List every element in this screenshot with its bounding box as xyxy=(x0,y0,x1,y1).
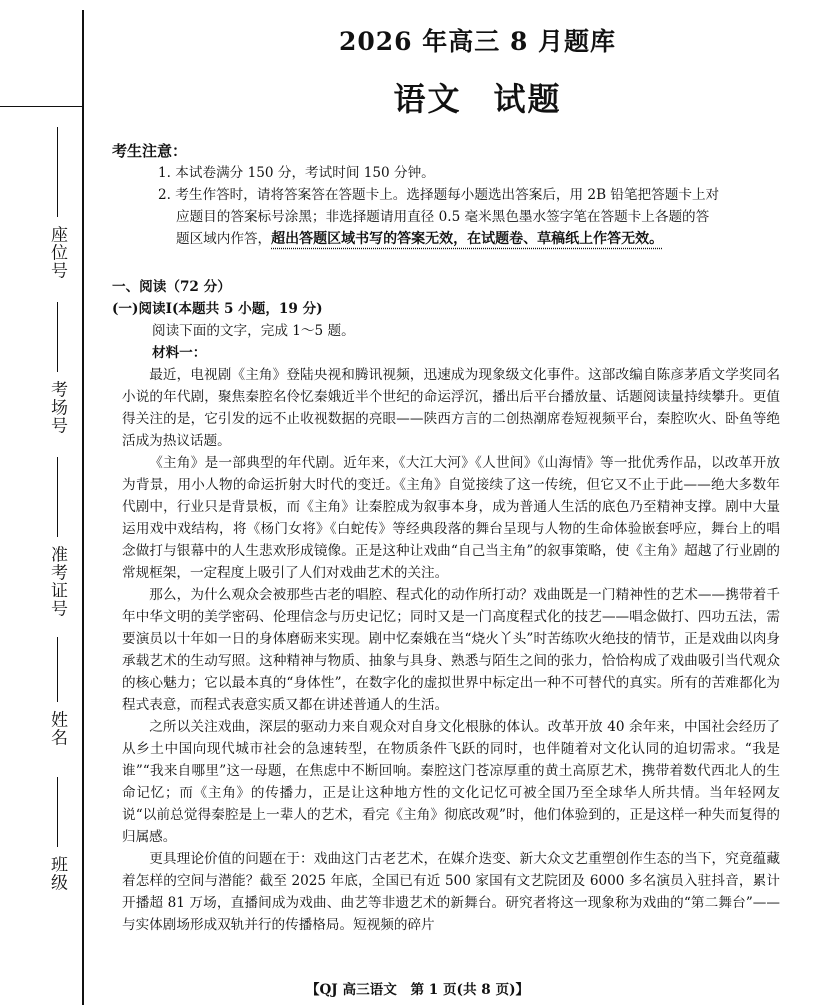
ticket-number-field[interactable] xyxy=(40,455,70,617)
part-heading: 一、阅读（72 分） xyxy=(112,279,231,295)
reading-instruction: 阅读下面的文字，完成 1～5 题。 xyxy=(152,323,355,339)
notice-item-1: 1. 本试卷满分 150 分，考试时间 150 分钟。 xyxy=(158,165,435,181)
material-label: 材料一： xyxy=(152,345,207,361)
subject-name: 语文 xyxy=(393,80,462,118)
class-blank xyxy=(57,777,58,847)
exam-room-field[interactable] xyxy=(40,300,70,434)
paper-label: 试题 xyxy=(493,80,562,118)
paragraph-2: 《主角》是一部典型的年代剧。近年来，《大江大河》《人世间》《山海情》等一批优秀作品，以改革开放为背景，用小人物的命运折射大时代的变迁。《主角》自觉接续了这一传统，但它又不止于此——绝大多数年代剧中，行业只是背景板，而《主角》让秦腔成为叙事本身，成为普通人生活的底色乃至精神支撑。剧中大量运用戏中戏结构，将《杨门女将》《白蛇传》等经典段落的舞台呈现与人物的生命体验嵌套呼应，舞台上的唱念做打与银幕中的人生悲欢形成镜像。正是这种让戏曲“自己当主角”的叙事策略，使《主角》超越了行业剧的常规框架，一定程度上吸引了人们对戏曲艺术的关注。 xyxy=(122,455,780,581)
paper-content xyxy=(112,140,780,936)
exam-title: 2026 年高三 8 月题库 xyxy=(338,27,617,56)
paragraph-4: 之所以关注戏曲，深层的驱动力来自观众对自身文化根脉的体认。改革开放 40 余年来，中国社会经历了从乡土中国向现代城市社会的急速转型，在物质条件飞跃的同时，也伴随着对文化认同的迫切需求。“我是谁”“我来自哪里”这一母题，在焦虑中不断回响。秦腔这门苍凉厚重的黄土高原艺术，携带着数代西北人的生命记忆；而《主角》的传播力，正是让这种地方性的文化记忆可被全国乃至全球华人所共情。当年轻网友说“以前总觉得秦腔是上一辈人的艺术，看完《主角》彻底改观”时，他们体验到的，正是这样一种失而复得的归属感。 xyxy=(122,719,780,845)
binding-margin xyxy=(0,0,84,1005)
reading-heading: (一)阅读Ⅰ(本题共 5 小题，19 分) xyxy=(112,301,323,317)
name-label: 姓名 xyxy=(47,710,67,747)
ticket-number-blank xyxy=(57,457,58,537)
exam-room-label: 考场号 xyxy=(47,380,67,435)
margin-top-rule xyxy=(0,106,84,107)
name-blank xyxy=(57,637,58,702)
class-field[interactable] xyxy=(40,775,70,891)
notice-heading: 考生注意： xyxy=(112,142,188,160)
paragraph-1: 最近，电视剧《主角》登陆央视和腾讯视频，迅速成为现象级文化事件。这部改编自陈彦茅盾文学奖同名小说的年代剧，聚焦秦腔名伶忆秦娥近半个世纪的命运浮沉，播出后平台播放量、话题阅读量持续攀升。更值得关注的是，它引发的远不止收视数据的亮眼——陕西方言的二创热潮席卷短视频平台，秦腔吹火、卧鱼等绝活成为热议话题。 xyxy=(122,367,780,449)
exam-notice xyxy=(112,140,780,250)
notice-item-2-text: 题区域内作答， xyxy=(176,231,272,247)
paragraph-5: 更具理论价值的问题在于：戏曲这门古老艺术，在媒介迭变、新大众文艺重塑创作生态的当下，究竟蕴藏着怎样的空间与潜能？截至 2025 年底，全国已有近 500 家国有文艺院团及 6000 多名演员入驻抖音，累计开播超 81 万场，直播间成为戏曲、曲艺等非遗艺术的新舞台。研究者将这一现象称为戏曲的“第二舞台”——与实体剧场形成双轨并行的传播格局。短视频的碎片 xyxy=(122,851,780,933)
seat-number-blank xyxy=(57,127,58,217)
page-footer: 【QJ 高三语文 第 1 页(共 8 页)】 xyxy=(305,982,530,998)
seat-number-field[interactable] xyxy=(40,125,70,279)
seat-number-label: 座位号 xyxy=(47,225,67,280)
binding-line xyxy=(82,10,84,1005)
class-label: 班级 xyxy=(47,855,67,892)
subject-title xyxy=(120,74,835,120)
ticket-number-label: 准考证号 xyxy=(47,545,67,618)
exam-room-blank xyxy=(57,302,58,372)
notice-item-2-line-3 xyxy=(112,228,780,250)
reading-section xyxy=(112,276,780,936)
notice-item-2-line-1: 2. 考生作答时，请将答案答在答题卡上。选择题每小题选出答案后，用 2B 铅笔把答题卡上对 xyxy=(158,187,720,203)
paragraph-3: 那么，为什么观众会被那些古老的唱腔、程式化的动作所打动？戏曲既是一门精神性的艺术——携带着千年中华文明的美学密码、伦理信念与历史记忆；同时又是一门高度程式化的技艺——唱念做打、四功五法，需要演员以十年如一日的身体磨砺来实现。剧中忆秦娥在当“烧火丫头”时苦练吹火绝技的情节，正是戏曲以肉身承载艺术的生动写照。这种精神与物质、抽象与具身、熟悉与陌生之间的张力，恰恰构成了戏曲吸引当代观众的核心魅力；它以最本真的“身体性”，在数字化的虚拟世界中标定出一种不可替代的真实。所有的苦难都化为程式表意，而程式表意实质又都在讲述普通人的生活。 xyxy=(122,587,780,713)
notice-item-2-line-2: 应题目的答案标号涂黑；非选择题请用直径 0.5 毫米黑色墨水签字笔在答题卡上各题的答 xyxy=(176,209,710,225)
name-field[interactable] xyxy=(40,635,70,746)
notice-emphasis: 超出答题区域书写的答案无效，在试题卷、草稿纸上作答无效。 xyxy=(271,231,664,247)
